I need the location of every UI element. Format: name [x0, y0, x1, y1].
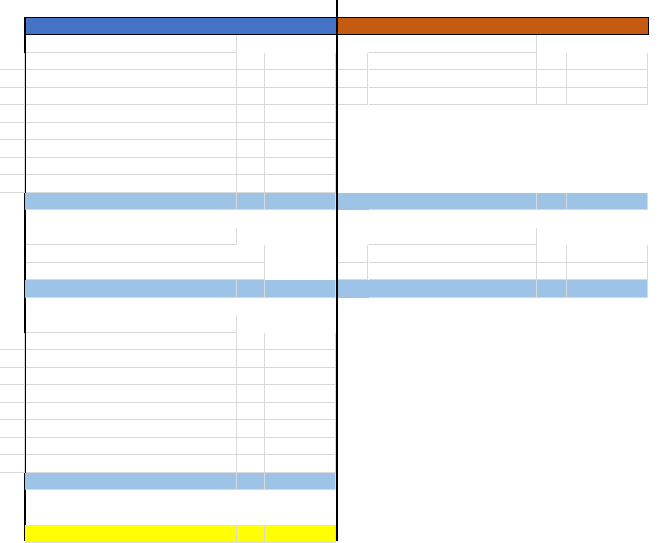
ativo-fixo-item-value: [265, 420, 336, 438]
ativo-fixo-item-number: [0, 385, 25, 403]
ativo-fixo-item-value: [265, 350, 336, 368]
ativo-fixo-item-currency: [237, 420, 265, 438]
passivo-exigivel-item-currency: [537, 263, 567, 281]
right-border: [648, 17, 649, 35]
passivo-total-circulante-currency: [537, 193, 567, 211]
ativo-fixo-item-label: [26, 333, 237, 351]
ativo-fixo-item-value: [265, 455, 336, 473]
ativo-circulante-item-value: [265, 175, 336, 193]
passivo-circulante-item-value: [567, 88, 648, 106]
ativo-circulante-item-label: [26, 70, 237, 88]
ativo-total-fixo-value: [265, 473, 336, 491]
ativo-total-value: [265, 525, 336, 543]
ativo-circulante-item-number: [0, 175, 25, 193]
passivo-total-circulante-value: [567, 193, 648, 211]
ativo-fixo-item-number: [0, 438, 25, 456]
ativo-circulante-item-currency: [237, 53, 265, 71]
passivo-exigivel-item-currency: [537, 245, 567, 263]
ativo-total-realizavel-label: [26, 280, 237, 298]
ativo-total-fixo-currency: [237, 473, 265, 491]
ativo-circulante-item-currency: [237, 105, 265, 123]
ativo-circulante-item-value: [265, 140, 336, 158]
ativo-circulante-item-number: [0, 88, 25, 106]
ativo-circulante-item-label: [26, 140, 237, 158]
passivo-circulante-item-number: [338, 70, 368, 88]
ativo-fixo-item-currency: [237, 403, 265, 421]
passivo-total-circulante-label: [369, 193, 537, 211]
ativo-fixo-item-number: [0, 455, 25, 473]
ativo-fixo-item-label: [26, 350, 237, 368]
ativo-circulante-item-value: [265, 88, 336, 106]
passivo-circulante-item-value: [567, 53, 648, 71]
ativo-fixo-item-currency: [237, 455, 265, 473]
ativo-fixo-title: [26, 315, 237, 333]
passivo-circulante-item-number: [338, 88, 368, 106]
ativo-circulante-item-label: [26, 158, 237, 176]
ativo-fixo-item-number: [0, 333, 25, 351]
passivo-header: [338, 17, 648, 35]
passivo-exigivel-item-label: [369, 245, 537, 263]
x-value: [567, 280, 648, 298]
ativo-circulante-item-number: [0, 140, 25, 158]
ativo-total-label: [26, 525, 237, 543]
ativo-fixo-item-label: [26, 403, 237, 421]
ativo-total-realizavel-currency: [237, 280, 265, 298]
ativo-fixo-item-number: [0, 403, 25, 421]
ativo-fixo-item-currency: [237, 333, 265, 351]
ativo-circulante-item-currency: [237, 70, 265, 88]
ativo-total-currency: [237, 525, 265, 543]
ativo-circulante-item-value: [265, 53, 336, 71]
ativo-circulante-item-value: [265, 158, 336, 176]
ativo-circulante-item-label: [26, 88, 237, 106]
ativo-circulante-item-value: [265, 70, 336, 88]
ativo-circulante-item-label: [26, 105, 237, 123]
ativo-fixo-item-label: [26, 420, 237, 438]
ativo-circulante-item-number: [0, 123, 25, 141]
ativo-fixo-item-currency: [237, 438, 265, 456]
ativo-fixo-item-label: [26, 455, 237, 473]
ativo-realizavel-title: [26, 228, 237, 246]
ativo-circulante-item-number: [0, 70, 25, 88]
ativo-fixo-item-currency: [237, 350, 265, 368]
passivo-circulante-title: [369, 35, 537, 53]
passivo-exigivel-item-value: [567, 263, 648, 281]
passivo-exigivel-item-value: [567, 245, 648, 263]
ativo-realizavel-item-label: [26, 263, 265, 281]
ativo-total-circulante-currency: [237, 193, 265, 211]
ativo-fixo-item-number: [0, 420, 25, 438]
ativo-circulante-item-currency: [237, 88, 265, 106]
ativo-circulante-item-number: [0, 105, 25, 123]
ativo-fixo-item-value: [265, 333, 336, 351]
passivo-exigivel-title: [369, 228, 537, 246]
passivo-circulante-item-label: [369, 53, 537, 71]
ativo-total-realizavel-value: [265, 280, 336, 298]
ativo-realizavel-item-label: [26, 245, 265, 263]
ativo-circulante-item-number: [0, 53, 25, 71]
passivo-circulante-item-currency: [537, 53, 567, 71]
ativo-circulante-title: [26, 35, 237, 53]
ativo-circulante-item-value: [265, 123, 336, 141]
x-currency: [537, 280, 567, 298]
x-label: [369, 280, 537, 298]
ativo-fixo-item-value: [265, 368, 336, 386]
passivo-exigivel-item-number: [338, 245, 368, 263]
ativo-fixo-item-value: [265, 403, 336, 421]
ativo-fixo-item-number: [0, 350, 25, 368]
ativo-fixo-item-label: [26, 368, 237, 386]
ativo-circulante-item-currency: [237, 123, 265, 141]
ativo-fixo-item-currency: [237, 368, 265, 386]
ativo-total-circulante-value: [265, 193, 336, 211]
ativo-circulante-item-label: [26, 175, 237, 193]
ativo-total-fixo-label: [26, 473, 237, 491]
ativo-circulante-item-currency: [237, 158, 265, 176]
ativo-fixo-item-label: [26, 438, 237, 456]
passivo-circulante-item-label: [369, 70, 537, 88]
passivo-exigivel-item-label: [369, 263, 537, 281]
ativo-fixo-item-label: [26, 385, 237, 403]
ativo-circulante-item-label: [26, 123, 237, 141]
ativo-fixo-item-currency: [237, 385, 265, 403]
passivo-circulante-item-currency: [537, 88, 567, 106]
ativo-circulante-item-currency: [237, 175, 265, 193]
passivo-exigivel-item-number: [338, 263, 368, 281]
ativo-circulante-item-number: [0, 158, 25, 176]
ativo-fixo-item-value: [265, 385, 336, 403]
ativo-circulante-item-label: [26, 53, 237, 71]
passivo-circulante-item-value: [567, 70, 648, 88]
ativo-circulante-item-currency: [237, 140, 265, 158]
ativo-header: [25, 17, 336, 35]
ativo-total-circulante-label: [26, 193, 237, 211]
passivo-circulante-item-currency: [537, 70, 567, 88]
ativo-fixo-item-value: [265, 438, 336, 456]
passivo-circulante-item-label: [369, 88, 537, 106]
ativo-fixo-item-number: [0, 368, 25, 386]
passivo-circulante-item-number: [338, 53, 368, 71]
ativo-circulante-item-value: [265, 105, 336, 123]
